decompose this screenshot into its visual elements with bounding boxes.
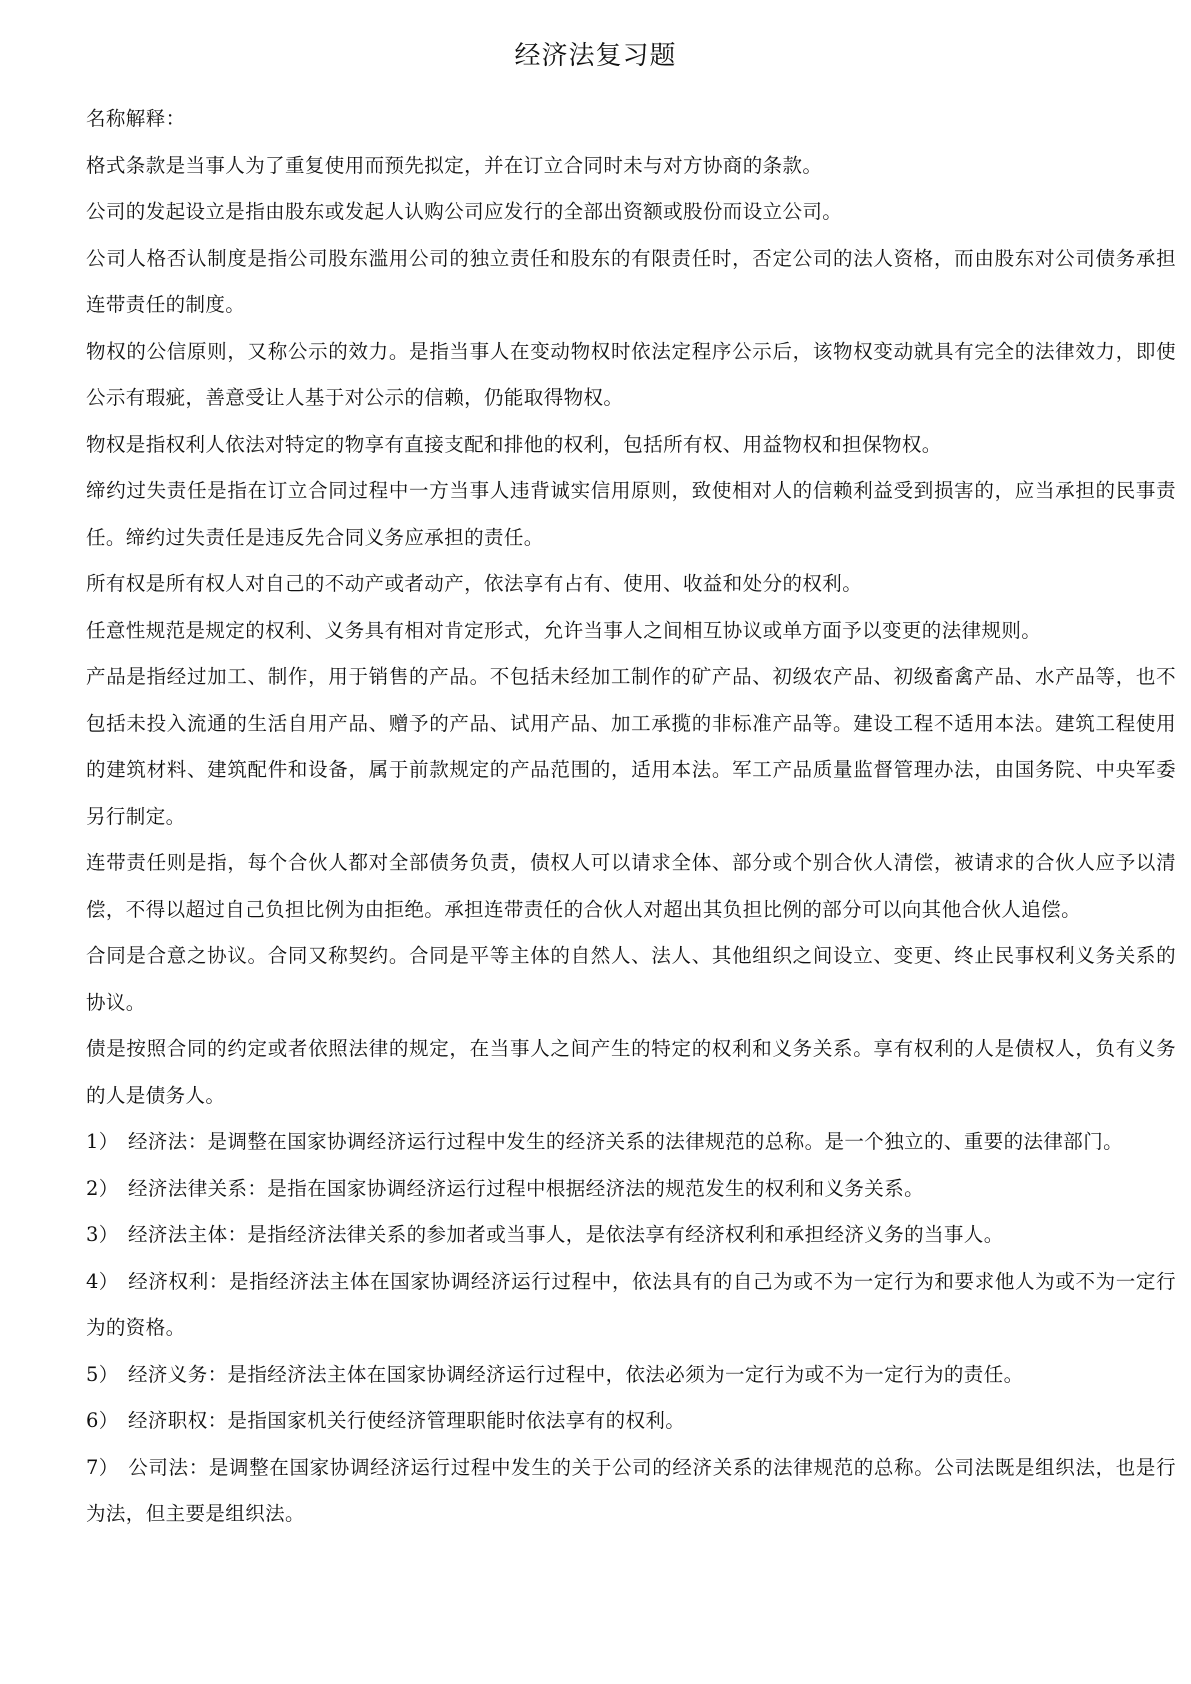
item-number: 4） (86, 1269, 119, 1293)
numbered-item (86, 1398, 1176, 1445)
item-number: 2） (86, 1176, 119, 1200)
numbered-item (86, 1352, 1176, 1399)
item-text: 经济法主体：是指经济法律关系的参加者或当事人，是依法享有经济权利和承担经济义务的当事人。 (128, 1223, 1004, 1246)
item-text: 经济法：是调整在国家协调经济运行过程中发生的经济关系的法律规范的总称。是一个独立的、重要的法律部门。 (128, 1130, 1124, 1153)
item-number: 5） (86, 1362, 119, 1386)
item-text: 经济法律关系：是指在国家协调经济运行过程中根据经济法的规范发生的权利和义务关系。 (128, 1176, 925, 1200)
paragraph-ownership: 所有权是所有权人对自己的不动产或者动产，依法享有占有、使用、收益和处分的权利。 (86, 572, 863, 595)
numbered-item (86, 1259, 1176, 1352)
paragraph-culpa-in-contrahendo: 缔约过失责任是指在订立合同过程中一方当事人违背诚实信用原则，致使相对人的信赖利益受到损害的，应当承担的民事责任。缔约过失责任是违反先合同义务应承担的责任。 (86, 479, 1176, 549)
paragraph-format-clause: 格式条款是当事人为了重复使用而预先拟定，并在订立合同时未与对方协商的条款。 (86, 153, 823, 177)
paragraph-product: 产品是指经过加工、制作，用于销售的产品。不包括未经加工制作的矿产品、初级农产品、初级畜禽产品、水产品等，也不包括未投入流通的生活自用产品、赠予的产品、试用产品、加工承揽的非标准产品等。建设工程不适用本法。建筑工程使用的建筑材料、建筑配件和设备，属于前款规定的产品范围的，适用本法。军工产品质量监督管理办法，由国务院、中央军委另行制定。 (86, 665, 1176, 828)
item-number: 1） (86, 1130, 119, 1153)
paragraph-public-trust: 物权的公信原则，又称公示的效力。是指当事人在变动物权时依法定程序公示后，该物权变动就具有完全的法律效力，即使公示有瑕疵，善意受让人基于对公示的信赖，仍能取得物权。 (86, 339, 1176, 409)
numbered-item (86, 1119, 1176, 1166)
paragraph-joint-liability: 连带责任则是指，每个合伙人都对全部债务负责，债权人可以请求全体、部分或个别合伙人清偿，被请求的合伙人应予以清偿，不得以超过自己负担比例为由拒绝。承担连带责任的合伙人对超出其负担比例的部分可以向其他合伙人追偿。 (86, 851, 1176, 921)
paragraph-optional-norm: 任意性规范是规定的权利、义务具有相对肯定形式，允许当事人之间相互协议或单方面予以变更的法律规则。 (86, 618, 1042, 642)
item-text: 经济义务：是指经济法主体在国家协调经济运行过程中，依法必须为一定行为或不为一定行为的责任。 (128, 1362, 1024, 1386)
paragraph-contract: 合同是合意之协议。合同又称契约。合同是平等主体的自然人、法人、其他组织之间设立、变更、终止民事权利义务关系的协议。 (86, 944, 1176, 1014)
numbered-item (86, 1166, 1176, 1213)
paragraph-obligation: 债是按照合同的约定或者依照法律的规定，在当事人之间产生的特定的权利和义务关系。享有权利的人是债权人，负有义务的人是债务人。 (86, 1037, 1176, 1107)
paragraph-corporate-veil: 公司人格否认制度是指公司股东滥用公司的独立责任和股东的有限责任时，否定公司的法人资格，而由股东对公司债务承担连带责任的制度。 (86, 246, 1176, 316)
numbered-item (86, 1445, 1176, 1538)
item-number: 6） (86, 1409, 119, 1432)
document-title: 经济法复习题 (514, 41, 677, 71)
item-text: 经济职权：是指国家机关行使经济管理职能时依法享有的权利。 (128, 1409, 686, 1432)
section-heading: 名称解释： (86, 107, 186, 130)
paragraph-company-promotion: 公司的发起设立是指由股东或发起人认购公司应发行的全部出资额或股份而设立公司。 (86, 200, 843, 223)
item-number: 7） (86, 1455, 119, 1479)
item-text: 公司法：是调整在国家协调经济运行过程中发生的关于公司的经济关系的法律规范的总称。公司法既是组织法，也是行为法，但主要是组织法。 (86, 1455, 1176, 1525)
item-text: 经济权利：是指经济法主体在国家协调经济运行过程中，依法具有的自己为或不为一定行为和要求他人为或不为一定行为的资格。 (86, 1269, 1176, 1339)
document-body (86, 96, 1176, 1538)
numbered-item (86, 1212, 1176, 1259)
paragraph-real-right: 物权是指权利人依法对特定的物享有直接支配和排他的权利，包括所有权、用益物权和担保物权。 (86, 432, 942, 456)
item-number: 3） (86, 1223, 119, 1246)
